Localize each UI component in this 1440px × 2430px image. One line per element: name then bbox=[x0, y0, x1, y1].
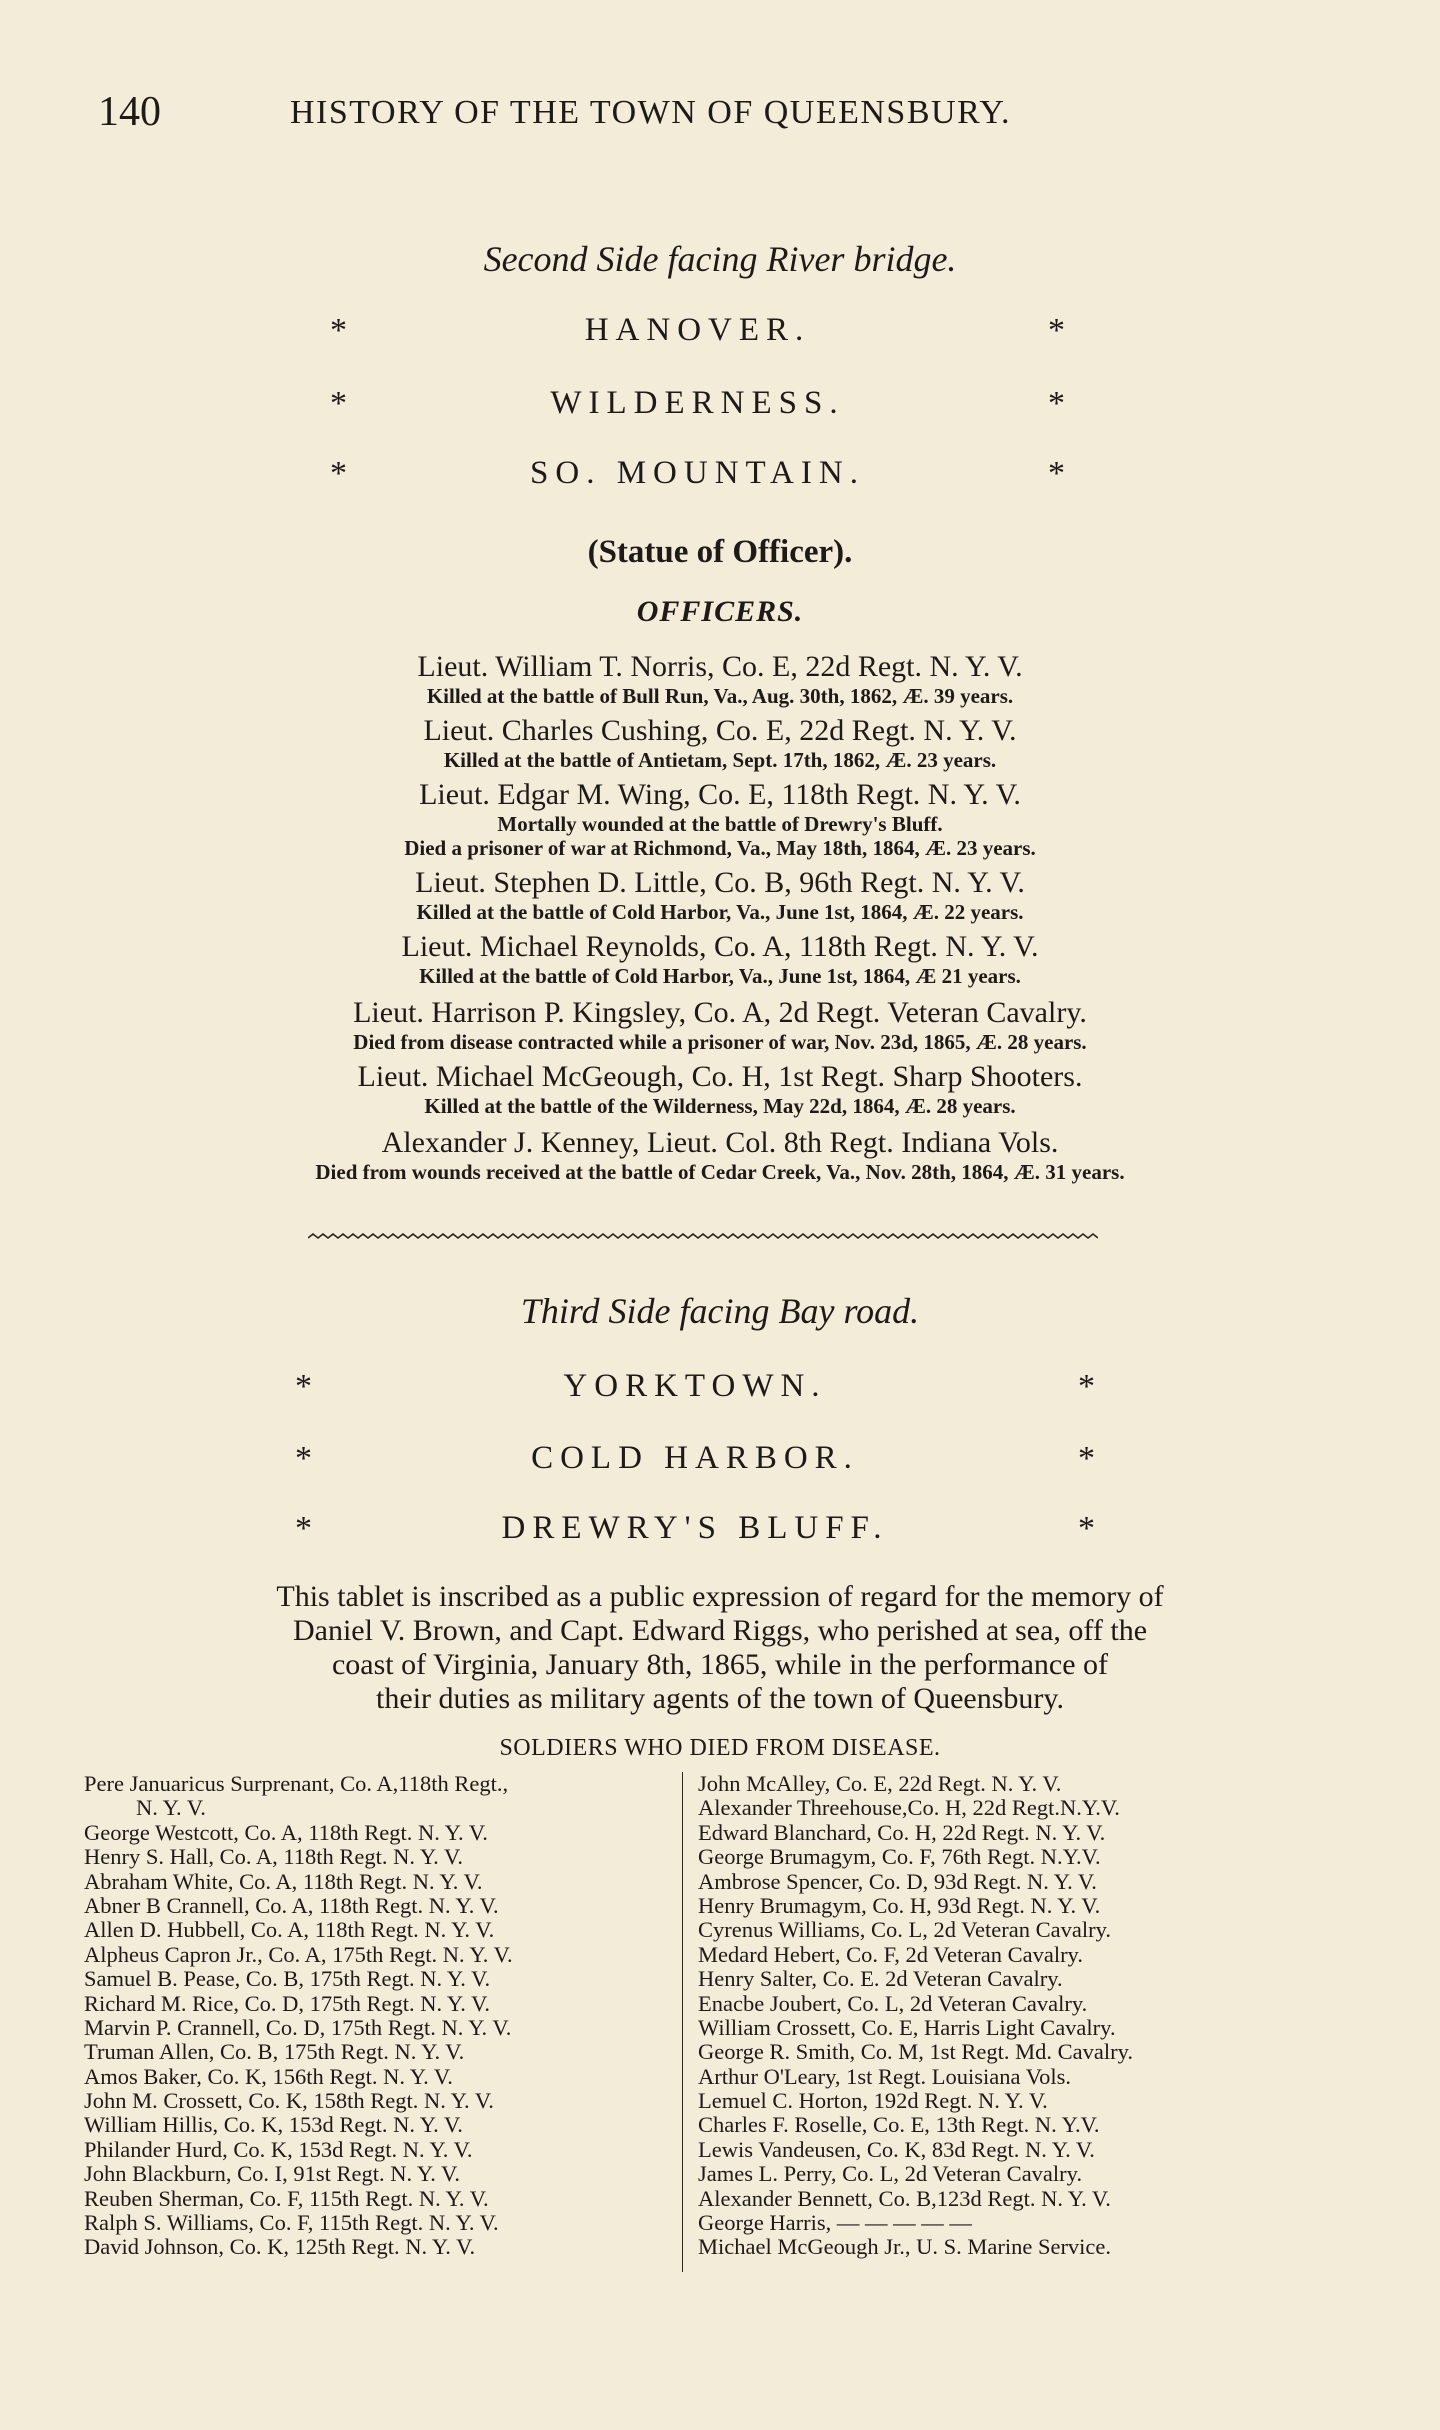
battle-name: YORKTOWN. bbox=[563, 1368, 827, 1404]
officer-note: Killed at the battle of Cold Harbor, Va., June 1st, 1864, Æ. 22 years. bbox=[416, 900, 1024, 924]
soldier-entry: Richard M. Rice, Co. D, 175th Regt. N. Y. V. bbox=[84, 1990, 491, 2016]
soldier-entry: Lewis Vandeusen, Co. K, 83d Regt. N. Y. V. bbox=[698, 2136, 1095, 2162]
soldier-entry: Abner B Crannell, Co. A, 118th Regt. N. Y. V. bbox=[84, 1892, 499, 1918]
star-right: * bbox=[1078, 1440, 1095, 1477]
officer-name: Lieut. Charles Cushing, Co. E, 22d Regt. N. Y. V. bbox=[423, 714, 1017, 747]
battle-name: HANOVER. bbox=[584, 312, 811, 348]
soldier-entry: Pere Januaricus Surprenant, Co. A,118th Regt., bbox=[84, 1771, 509, 1796]
officer-note: Killed at the battle of Bull Run, Va., Aug. 30th, 1862, Æ. 39 years. bbox=[426, 684, 1014, 708]
battle-row bbox=[325, 312, 1070, 352]
officer-name: Alexander J. Kenney, Lieut. Col. 8th Regt. Indiana Vols. bbox=[381, 1126, 1059, 1159]
star-right: * bbox=[1078, 1368, 1095, 1405]
star-right: * bbox=[1048, 385, 1065, 422]
soldier-entry: Abraham White, Co. A, 118th Regt. N. Y. V. bbox=[84, 1868, 483, 1894]
page-number: 140 bbox=[98, 89, 161, 135]
soldier-entry: James L. Perry, Co. L, 2d Veteran Cavalry. bbox=[698, 2161, 1083, 2187]
officer-name: Lieut. William T. Norris, Co. E, 22d Regt. N. Y. V. bbox=[417, 650, 1023, 683]
battle-row bbox=[290, 1510, 1100, 1550]
officer-note: Died from disease contracted while a prisoner of war, Nov. 23d, 1865, Æ. 28 years. bbox=[353, 1030, 1087, 1054]
soldier-entry: Amos Baker, Co. K, 156th Regt. N. Y. V. bbox=[84, 2063, 453, 2089]
officer-name: Lieut. Stephen D. Little, Co. B, 96th Regt. N. Y. V. bbox=[415, 866, 1025, 899]
column-divider bbox=[682, 1772, 683, 2272]
star-left: * bbox=[295, 1510, 312, 1547]
battle-row bbox=[290, 1368, 1100, 1408]
star-right: * bbox=[1078, 1510, 1095, 1547]
tablet-line: Daniel V. Brown, and Capt. Edward Riggs, who perished at sea, off the bbox=[292, 1614, 1148, 1647]
officer-note: Killed at the battle of Antietam, Sept. 17th, 1862, Æ. 23 years. bbox=[443, 748, 997, 772]
soldier-entry: John McAlley, Co. E, 22d Regt. N. Y. V. bbox=[698, 1771, 1062, 1796]
soldier-entry: Michael McGeough Jr., U. S. Marine Service. bbox=[698, 2234, 1112, 2260]
star-right: * bbox=[1048, 455, 1065, 492]
third-side-title: Third Side facing Bay road. bbox=[520, 1291, 920, 1331]
battle-row bbox=[325, 385, 1070, 425]
officer-name: Lieut. Edgar M. Wing, Co. E, 118th Regt. N. Y. V. bbox=[419, 778, 1021, 811]
soldier-entry: George R. Smith, Co. M, 1st Regt. Md. Cavalry. bbox=[698, 2039, 1133, 2065]
star-right: * bbox=[1048, 312, 1065, 349]
soldier-entry: William Crossett, Co. E, Harris Light Cavalry. bbox=[698, 2014, 1116, 2040]
star-left: * bbox=[330, 455, 347, 492]
soldiers-right-column bbox=[698, 1772, 1133, 2260]
soldier-entry: Edward Blanchard, Co. H, 22d Regt. N. Y. V. bbox=[698, 1819, 1106, 1845]
running-title: HISTORY OF THE TOWN OF QUEENSBURY. bbox=[290, 94, 1012, 131]
soldier-entry: William Hillis, Co. K, 153d Regt. N. Y. V. bbox=[84, 2112, 463, 2138]
soldier-entry: David Johnson, Co. K, 125th Regt. N. Y. V. bbox=[84, 2234, 476, 2260]
soldier-entry: Philander Hurd, Co. K, 153d Regt. N. Y. V. bbox=[84, 2136, 473, 2162]
battle-name: SO. MOUNTAIN. bbox=[530, 455, 865, 491]
star-left: * bbox=[330, 312, 347, 349]
soldiers-left-column bbox=[84, 1772, 513, 2260]
soldier-entry: George Harris, — — — — — bbox=[698, 2210, 972, 2236]
officer-name: Lieut. Michael McGeough, Co. H, 1st Regt. Sharp Shooters. bbox=[357, 1060, 1083, 1093]
tablet-line: their duties as military agents of the town of Queensbury. bbox=[376, 1682, 1064, 1715]
soldier-entry: John Blackburn, Co. I, 91st Regt. N. Y. V. bbox=[84, 2161, 461, 2187]
officer-name: Lieut. Michael Reynolds, Co. A, 118th Regt. N. Y. V. bbox=[401, 930, 1039, 963]
soldier-entry: Henry Brumagym, Co. H, 93d Regt. N. Y. V. bbox=[698, 1892, 1101, 1918]
tablet-line: coast of Virginia, January 8th, 1865, while in the performance of bbox=[331, 1648, 1109, 1681]
battle-name: COLD HARBOR. bbox=[531, 1440, 859, 1476]
soldier-entry: Alpheus Capron Jr., Co. A, 175th Regt. N. Y. V. bbox=[84, 1941, 513, 1967]
soldier-entry: N. Y. V. bbox=[136, 1795, 206, 1821]
officer-name: Lieut. Harrison P. Kingsley, Co. A, 2d Regt. Veteran Cavalry. bbox=[353, 996, 1087, 1029]
page-header bbox=[98, 88, 1138, 138]
soldier-entry: Arthur O'Leary, 1st Regt. Louisiana Vols. bbox=[698, 2063, 1071, 2089]
officer-note: Killed at the battle of the Wilderness, May 22d, 1864, Æ. 28 years. bbox=[424, 1094, 1016, 1118]
soldier-entry: George Brumagym, Co. F, 76th Regt. N.Y.V. bbox=[698, 1844, 1101, 1870]
battle-row bbox=[290, 1440, 1100, 1480]
officers-heading: OFFICERS. bbox=[636, 595, 804, 628]
soldier-entry: Cyrenus Williams, Co. L, 2d Veteran Cavalry. bbox=[698, 1917, 1111, 1943]
soldier-entry: John M. Crossett, Co. K, 158th Regt. N. Y. V. bbox=[84, 2088, 494, 2114]
star-left: * bbox=[295, 1368, 312, 1405]
star-left: * bbox=[330, 385, 347, 422]
soldier-entry: Marvin P. Crannell, Co. D, 175th Regt. N. Y. V. bbox=[84, 2014, 512, 2040]
soldier-entry: Enacbe Joubert, Co. L, 2d Veteran Cavalry. bbox=[698, 1990, 1088, 2016]
soldier-entry: Alexander Threehouse,Co. H, 22d Regt.N.Y.V. bbox=[698, 1795, 1120, 1821]
officer-note: Died a prisoner of war at Richmond, Va., May 18th, 1864, Æ. 23 years. bbox=[404, 836, 1036, 860]
soldier-entry: Medard Hebert, Co. F, 2d Veteran Cavalry. bbox=[698, 1941, 1083, 1967]
wavy-divider bbox=[308, 1232, 1098, 1244]
battle-name: DREWRY'S BLUFF. bbox=[501, 1510, 889, 1546]
soldier-entry: Lemuel C. Horton, 192d Regt. N. Y. V. bbox=[698, 2088, 1048, 2114]
soldier-entry: Truman Allen, Co. B, 175th Regt. N. Y. V. bbox=[84, 2039, 465, 2065]
soldier-entry: Charles F. Roselle, Co. E, 13th Regt. N. Y.V. bbox=[698, 2112, 1100, 2138]
battle-name: WILDERNESS. bbox=[550, 385, 845, 421]
officer-note: Mortally wounded at the battle of Drewry's Bluff. bbox=[497, 812, 943, 836]
soldier-entry: Samuel B. Pease, Co. B, 175th Regt. N. Y. V. bbox=[84, 1966, 491, 1992]
soldier-entry: Alexander Bennett, Co. B,123d Regt. N. Y. V. bbox=[698, 2185, 1111, 2211]
soldier-entry: Henry Salter, Co. E. 2d Veteran Cavalry. bbox=[698, 1966, 1063, 1992]
officer-note: Died from wounds received at the battle of Cedar Creek, Va., Nov. 28th, 1864, Æ. 31 years. bbox=[315, 1160, 1125, 1184]
soldiers-heading: SOLDIERS WHO DIED FROM DISEASE. bbox=[499, 1735, 941, 1761]
second-side-title: Second Side facing River bridge. bbox=[483, 239, 957, 279]
soldier-entry: Ralph S. Williams, Co. F, 115th Regt. N. Y. V. bbox=[84, 2210, 499, 2236]
officer-note: Killed at the battle of Cold Harbor, Va., June 1st, 1864, Æ 21 years. bbox=[419, 964, 1021, 988]
soldier-entry: Ambrose Spencer, Co. D, 93d Regt. N. Y. V. bbox=[698, 1868, 1097, 1894]
soldier-entry: George Westcott, Co. A, 118th Regt. N. Y. V. bbox=[84, 1819, 488, 1845]
soldier-entry: Henry S. Hall, Co. A, 118th Regt. N. Y. V. bbox=[84, 1844, 463, 1870]
tablet-line: This tablet is inscribed as a public expression of regard for the memory of bbox=[276, 1580, 1164, 1613]
soldier-entry: Reuben Sherman, Co. F, 115th Regt. N. Y. V. bbox=[84, 2185, 489, 2211]
battle-row bbox=[325, 455, 1070, 495]
statue-caption: (Statue of Officer). bbox=[587, 534, 853, 570]
soldier-entry: Allen D. Hubbell, Co. A, 118th Regt. N. Y. V. bbox=[84, 1917, 495, 1943]
star-left: * bbox=[295, 1440, 312, 1477]
